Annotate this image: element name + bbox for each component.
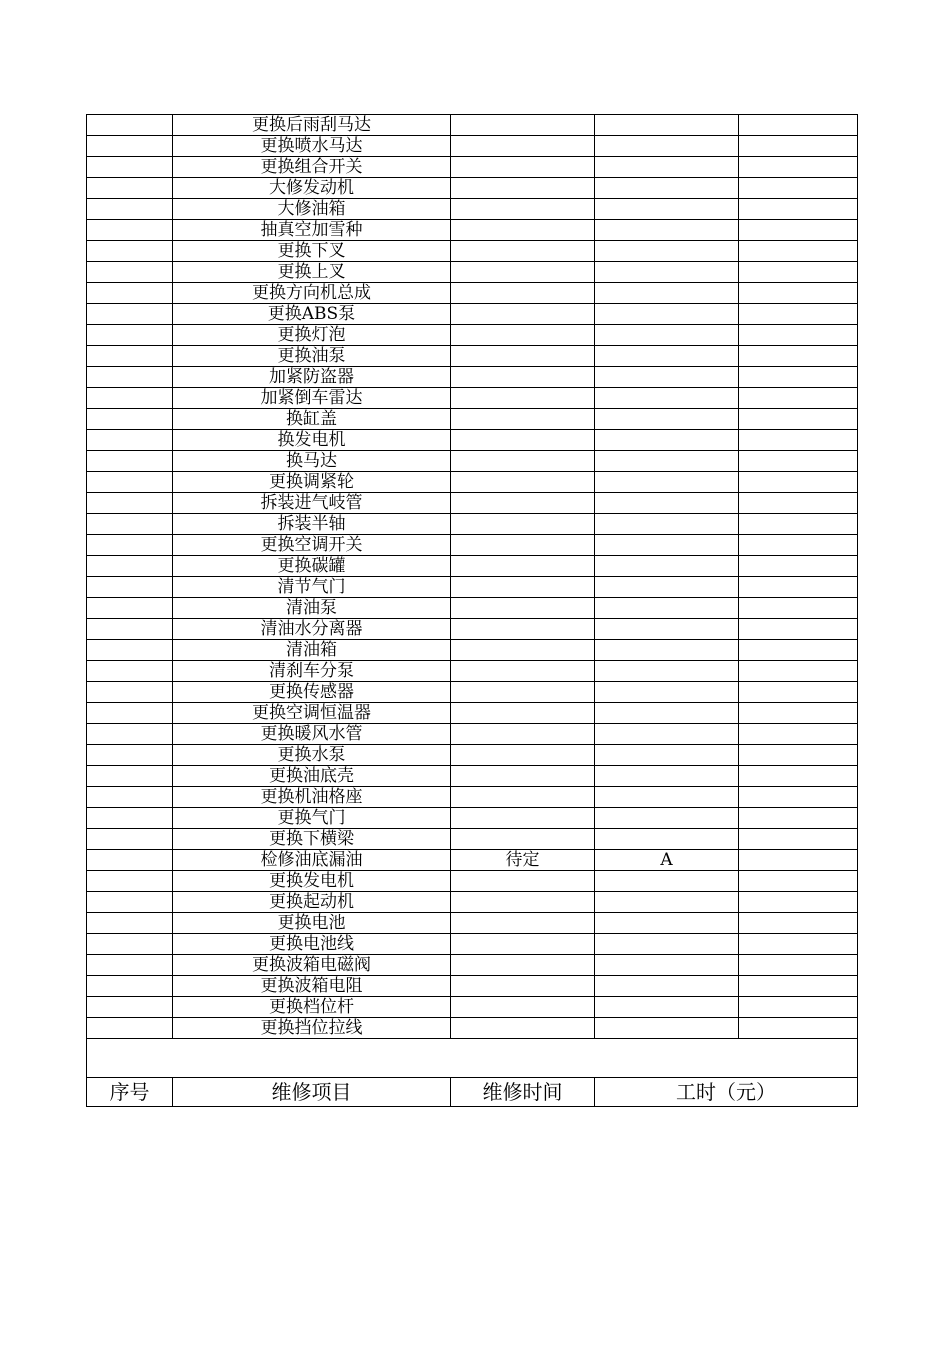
cell-repair-time: [451, 934, 595, 955]
cell-serial-number: [87, 640, 173, 661]
cell-extra: [739, 304, 858, 325]
cell-extra: [739, 493, 858, 514]
cell-repair-time: [451, 577, 595, 598]
table-row: [87, 493, 858, 514]
cell-repair-time: [451, 640, 595, 661]
cell-extra: [739, 976, 858, 997]
cell-extra: [739, 724, 858, 745]
cell-serial-number: [87, 535, 173, 556]
cell-labor-cost: [595, 787, 739, 808]
cell-serial-number: [87, 682, 173, 703]
cell-labor-cost: [595, 556, 739, 577]
cell-repair-time: [451, 892, 595, 913]
cell-extra: [739, 955, 858, 976]
cell-extra: [739, 934, 858, 955]
table-row: [87, 451, 858, 472]
cell-serial-number: [87, 283, 173, 304]
cell-repair-time: [451, 955, 595, 976]
cell-labor-cost: [595, 808, 739, 829]
cell-repair-item: 大修发动机: [173, 178, 451, 199]
cell-extra: [739, 703, 858, 724]
cell-labor-cost: [595, 682, 739, 703]
cell-serial-number: [87, 178, 173, 199]
cell-labor-cost: [595, 703, 739, 724]
cell-serial-number: [87, 493, 173, 514]
cell-repair-time: [451, 388, 595, 409]
table-header-row: [87, 1078, 858, 1107]
cell-labor-cost: [595, 640, 739, 661]
cell-repair-item: 更换暖风水管: [173, 724, 451, 745]
cell-serial-number: [87, 157, 173, 178]
table-row: [87, 388, 858, 409]
cell-serial-number: [87, 829, 173, 850]
cell-serial-number: [87, 787, 173, 808]
cell-repair-time: [451, 346, 595, 367]
cell-labor-cost: [595, 472, 739, 493]
cell-labor-cost: [595, 913, 739, 934]
table-row: [87, 850, 858, 871]
cell-labor-cost: [595, 829, 739, 850]
cell-extra: [739, 178, 858, 199]
table-row: [87, 787, 858, 808]
cell-extra: [739, 409, 858, 430]
table-row: [87, 556, 858, 577]
cell-labor-cost: [595, 997, 739, 1018]
cell-repair-time: [451, 220, 595, 241]
table-row: [87, 199, 858, 220]
header-serial-number: 序号: [87, 1078, 173, 1107]
cell-labor-cost: [595, 262, 739, 283]
cell-repair-time: [451, 409, 595, 430]
cell-repair-item: 更换波箱电磁阀: [173, 955, 451, 976]
cell-repair-time: [451, 661, 595, 682]
table-row: [87, 220, 858, 241]
cell-extra: [739, 661, 858, 682]
table-row: [87, 955, 858, 976]
cell-labor-cost: [595, 535, 739, 556]
cell-repair-item: 更换喷水马达: [173, 136, 451, 157]
cell-extra: [739, 892, 858, 913]
cell-repair-item: 抽真空加雪种: [173, 220, 451, 241]
cell-repair-time: [451, 304, 595, 325]
table-row: [87, 997, 858, 1018]
cell-repair-time: [451, 241, 595, 262]
cell-extra: [739, 346, 858, 367]
table-row: [87, 640, 858, 661]
cell-extra: [739, 262, 858, 283]
cell-repair-item: 拆装进气岐管: [173, 493, 451, 514]
cell-labor-cost: [595, 199, 739, 220]
table-row: [87, 871, 858, 892]
cell-serial-number: [87, 115, 173, 136]
cell-repair-time: [451, 682, 595, 703]
cell-serial-number: [87, 514, 173, 535]
cell-repair-item: 清油泵: [173, 598, 451, 619]
cell-labor-cost: [595, 871, 739, 892]
cell-serial-number: [87, 913, 173, 934]
cell-extra: [739, 325, 858, 346]
cell-extra: [739, 556, 858, 577]
cell-labor-cost: [595, 283, 739, 304]
cell-serial-number: [87, 556, 173, 577]
table-row: [87, 325, 858, 346]
cell-labor-cost: [595, 976, 739, 997]
cell-labor-cost: [595, 409, 739, 430]
cell-serial-number: [87, 892, 173, 913]
cell-repair-time: [451, 808, 595, 829]
cell-extra: [739, 871, 858, 892]
table-row: [87, 262, 858, 283]
cell-repair-item: 清油水分离器: [173, 619, 451, 640]
table-row: [87, 661, 858, 682]
cell-serial-number: [87, 430, 173, 451]
cell-extra: [739, 514, 858, 535]
table-body: [87, 115, 858, 1039]
cell-serial-number: [87, 409, 173, 430]
cell-labor-cost: [595, 724, 739, 745]
cell-extra: [739, 136, 858, 157]
cell-repair-item: 更换方向机总成: [173, 283, 451, 304]
cell-repair-time: [451, 367, 595, 388]
cell-repair-time: [451, 283, 595, 304]
cell-extra: [739, 388, 858, 409]
cell-repair-time: [451, 745, 595, 766]
cell-serial-number: [87, 934, 173, 955]
cell-repair-time: [451, 199, 595, 220]
cell-repair-item: 更换组合开关: [173, 157, 451, 178]
cell-extra: [739, 682, 858, 703]
cell-repair-item: 更换机油格座: [173, 787, 451, 808]
cell-extra: [739, 451, 858, 472]
cell-extra: [739, 997, 858, 1018]
table-row: [87, 577, 858, 598]
cell-serial-number: [87, 808, 173, 829]
cell-serial-number: [87, 871, 173, 892]
header-repair-time: 维修时间: [451, 1078, 595, 1107]
cell-labor-cost: [595, 619, 739, 640]
cell-repair-time: [451, 451, 595, 472]
cell-serial-number: [87, 199, 173, 220]
cell-repair-item: 更换挡位拉线: [173, 1018, 451, 1039]
cell-repair-time: [451, 157, 595, 178]
cell-extra: [739, 1018, 858, 1039]
cell-extra: [739, 808, 858, 829]
cell-extra: [739, 367, 858, 388]
cell-repair-time: [451, 976, 595, 997]
cell-extra: [739, 829, 858, 850]
cell-serial-number: [87, 997, 173, 1018]
table-row: [87, 304, 858, 325]
cell-repair-item: 换发电机: [173, 430, 451, 451]
cell-labor-cost: [595, 934, 739, 955]
table-row: [87, 283, 858, 304]
cell-repair-item: 更换碳罐: [173, 556, 451, 577]
cell-repair-item: 更换空调恒温器: [173, 703, 451, 724]
cell-repair-time: [451, 556, 595, 577]
table-row: [87, 241, 858, 262]
table-row: [87, 136, 858, 157]
table-row: [87, 346, 858, 367]
cell-repair-item: 更换灯泡: [173, 325, 451, 346]
header-labor-cost: 工时（元）: [595, 1078, 858, 1107]
cell-repair-item: 清刹车分泵: [173, 661, 451, 682]
cell-extra: [739, 241, 858, 262]
cell-labor-cost: [595, 598, 739, 619]
table-row: [87, 934, 858, 955]
cell-extra: [739, 535, 858, 556]
cell-extra: [739, 199, 858, 220]
cell-repair-time: [451, 871, 595, 892]
cell-labor-cost: [595, 325, 739, 346]
cell-labor-cost: [595, 451, 739, 472]
table-row: [87, 514, 858, 535]
cell-repair-time: [451, 997, 595, 1018]
table-row: [87, 178, 858, 199]
repair-price-table: [86, 114, 858, 1107]
cell-labor-cost: [595, 1018, 739, 1039]
cell-serial-number: [87, 976, 173, 997]
table-row: [87, 892, 858, 913]
cell-repair-item: 检修油底漏油: [173, 850, 451, 871]
table-row: [87, 808, 858, 829]
cell-serial-number: [87, 325, 173, 346]
cell-serial-number: [87, 766, 173, 787]
cell-labor-cost: [595, 388, 739, 409]
cell-repair-item: 更换水泵: [173, 745, 451, 766]
table-row: [87, 829, 858, 850]
cell-serial-number: [87, 241, 173, 262]
table-row: [87, 472, 858, 493]
table-row: [87, 1018, 858, 1039]
cell-labor-cost: [595, 493, 739, 514]
cell-repair-item: 清节气门: [173, 577, 451, 598]
cell-repair-time: [451, 493, 595, 514]
cell-repair-time: [451, 535, 595, 556]
cell-extra: [739, 115, 858, 136]
table-row: [87, 430, 858, 451]
cell-repair-item: 更换发电机: [173, 871, 451, 892]
cell-repair-time: [451, 1018, 595, 1039]
cell-repair-item: 加紧倒车雷达: [173, 388, 451, 409]
table-row: [87, 766, 858, 787]
cell-extra: [739, 220, 858, 241]
cell-repair-item: 更换油底壳: [173, 766, 451, 787]
cell-serial-number: [87, 367, 173, 388]
cell-repair-item: 更换空调开关: [173, 535, 451, 556]
cell-serial-number: [87, 745, 173, 766]
cell-extra: [739, 472, 858, 493]
table-row: [87, 703, 858, 724]
table-row: [87, 745, 858, 766]
cell-labor-cost: [595, 115, 739, 136]
cell-labor-cost: [595, 514, 739, 535]
cell-extra: [739, 850, 858, 871]
cell-extra: [739, 745, 858, 766]
table-row: [87, 976, 858, 997]
table-row: [87, 157, 858, 178]
cell-extra: [739, 766, 858, 787]
table-row: [87, 535, 858, 556]
cell-extra: [739, 913, 858, 934]
cell-repair-time: 待定: [451, 850, 595, 871]
cell-repair-item: 加紧防盗器: [173, 367, 451, 388]
table-row: [87, 682, 858, 703]
cell-repair-time: [451, 766, 595, 787]
cell-serial-number: [87, 346, 173, 367]
cell-repair-time: [451, 430, 595, 451]
cell-extra: [739, 157, 858, 178]
cell-repair-time: [451, 178, 595, 199]
cell-extra: [739, 430, 858, 451]
cell-repair-time: [451, 514, 595, 535]
cell-repair-time: [451, 598, 595, 619]
table-row: [87, 367, 858, 388]
cell-serial-number: [87, 472, 173, 493]
cell-extra: [739, 640, 858, 661]
cell-repair-time: [451, 136, 595, 157]
cell-extra: [739, 283, 858, 304]
cell-repair-item: 更换电池: [173, 913, 451, 934]
cell-repair-item: 更换下叉: [173, 241, 451, 262]
table-row: [87, 115, 858, 136]
cell-labor-cost: [595, 367, 739, 388]
cell-serial-number: [87, 220, 173, 241]
cell-labor-cost: [595, 430, 739, 451]
cell-repair-item: 更换后雨刮马达: [173, 115, 451, 136]
cell-repair-item: 大修油箱: [173, 199, 451, 220]
cell-labor-cost: [595, 220, 739, 241]
cell-labor-cost: [595, 178, 739, 199]
cell-repair-item: 更换ABS泵: [173, 304, 451, 325]
cell-serial-number: [87, 388, 173, 409]
cell-repair-time: [451, 472, 595, 493]
table-spacer-row: [87, 1039, 858, 1078]
cell-serial-number: [87, 724, 173, 745]
cell-repair-item: 换缸盖: [173, 409, 451, 430]
cell-labor-cost: [595, 346, 739, 367]
cell-labor-cost: [595, 745, 739, 766]
cell-repair-item: 更换上叉: [173, 262, 451, 283]
cell-serial-number: [87, 304, 173, 325]
cell-labor-cost: [595, 304, 739, 325]
cell-labor-cost: [595, 892, 739, 913]
table-row: [87, 619, 858, 640]
cell-labor-cost: [595, 955, 739, 976]
cell-repair-item: 更换油泵: [173, 346, 451, 367]
cell-repair-item: 更换波箱电阻: [173, 976, 451, 997]
cell-repair-time: [451, 724, 595, 745]
cell-serial-number: [87, 451, 173, 472]
cell-repair-time: [451, 115, 595, 136]
cell-labor-cost: [595, 241, 739, 262]
table-row: [87, 409, 858, 430]
cell-repair-item: 清油箱: [173, 640, 451, 661]
cell-serial-number: [87, 619, 173, 640]
cell-serial-number: [87, 850, 173, 871]
cell-repair-item: 更换电池线: [173, 934, 451, 955]
cell-repair-time: [451, 829, 595, 850]
cell-serial-number: [87, 1018, 173, 1039]
cell-repair-time: [451, 787, 595, 808]
cell-repair-time: [451, 703, 595, 724]
cell-serial-number: [87, 577, 173, 598]
table-row: [87, 913, 858, 934]
cell-repair-item: 更换档位杆: [173, 997, 451, 1018]
cell-repair-item: 更换气门: [173, 808, 451, 829]
cell-serial-number: [87, 661, 173, 682]
cell-serial-number: [87, 703, 173, 724]
cell-extra: [739, 577, 858, 598]
table-row: [87, 724, 858, 745]
spacer-cell: [87, 1039, 858, 1078]
cell-serial-number: [87, 955, 173, 976]
cell-labor-cost: [595, 136, 739, 157]
cell-repair-item: 更换起动机: [173, 892, 451, 913]
cell-repair-item: 拆装半轴: [173, 514, 451, 535]
cell-repair-time: [451, 619, 595, 640]
cell-labor-cost: [595, 766, 739, 787]
cell-extra: [739, 598, 858, 619]
cell-repair-time: [451, 262, 595, 283]
cell-serial-number: [87, 262, 173, 283]
table-row: [87, 598, 858, 619]
cell-repair-time: [451, 325, 595, 346]
cell-repair-item: 更换传感器: [173, 682, 451, 703]
cell-serial-number: [87, 598, 173, 619]
cell-extra: [739, 619, 858, 640]
cell-repair-item: 换马达: [173, 451, 451, 472]
cell-repair-item: 更换调紧轮: [173, 472, 451, 493]
cell-labor-cost: [595, 157, 739, 178]
cell-labor-cost: A: [595, 850, 739, 871]
header-repair-item: 维修项目: [173, 1078, 451, 1107]
cell-repair-time: [451, 913, 595, 934]
cell-labor-cost: [595, 661, 739, 682]
cell-repair-item: 更换下横梁: [173, 829, 451, 850]
cell-serial-number: [87, 136, 173, 157]
cell-labor-cost: [595, 577, 739, 598]
cell-extra: [739, 787, 858, 808]
